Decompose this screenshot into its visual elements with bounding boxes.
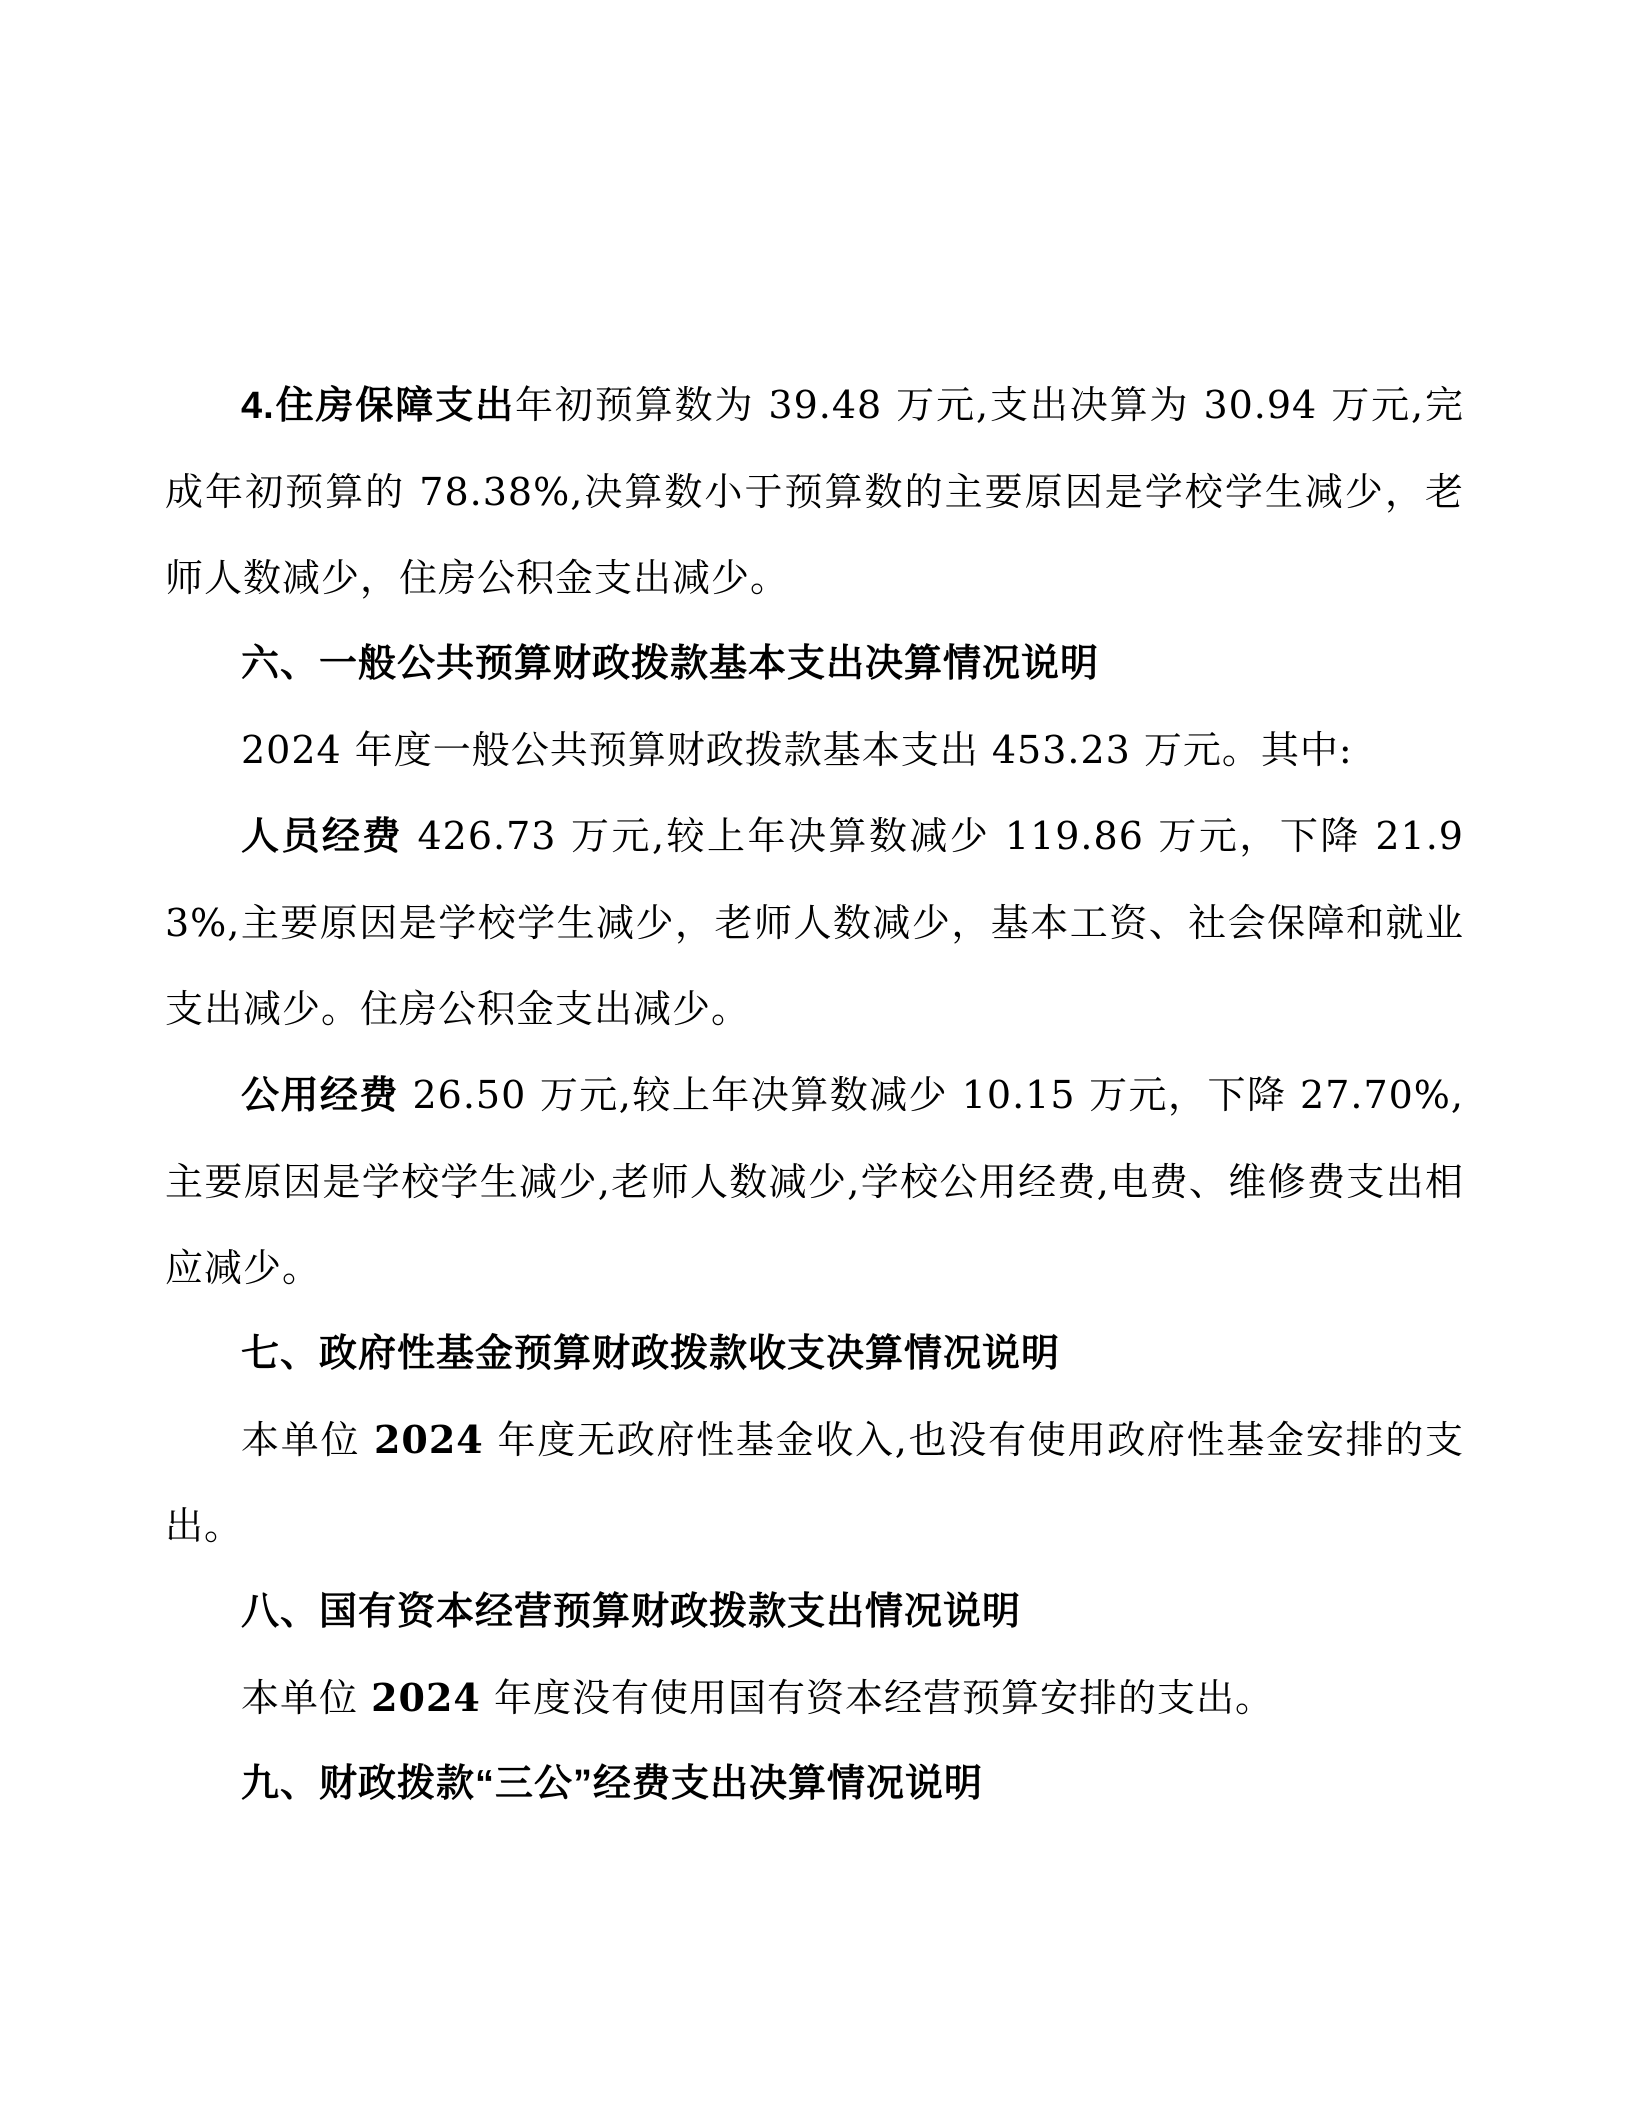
section-heading [165,1741,1464,1827]
text-run: 七、政府性基金预算财政拨款收支决算情况说明 [241,1333,1061,1375]
section-heading [165,1311,1464,1397]
paragraph [165,707,1464,793]
paragraph [165,362,1464,621]
emphasized-text-run: 2024 [373,1417,484,1462]
paragraph [165,793,1464,1052]
paragraph [165,1397,1464,1569]
emphasized-text-run: 2024 [371,1675,481,1720]
text-run: 本单位 [241,1676,372,1720]
text-run: 426.73 万元,较上年决算数减少 119.86 万元，下降 21.93%,主要原因是学校学生减少，老师人数减少，基本工资、社会保障和就业支出减少。住房公积金支出减少。 [165,814,1464,1031]
text-run: 年度无政府性基金收入,也没有使用政府性基金安排的支出。 [165,1418,1464,1548]
text-run: 年度没有使用国有资本经营预算安排的支出。 [480,1676,1274,1720]
text-run: 八、国有资本经营预算财政拨款支出情况说明 [241,1591,1022,1633]
paragraph [165,1052,1464,1311]
text-run: 九、财政拨款“三公”经费支出决算情况说明 [241,1763,984,1805]
emphasized-text-run: 4.住房保障支出 [241,385,516,427]
text-run: 六、一般公共预算财政拨款基本支出决算情况说明 [241,643,1100,685]
text-run: 本单位 [241,1418,374,1462]
paragraph [165,1655,1464,1741]
emphasized-text-run: 公用经费 [241,1075,399,1117]
section-heading [165,1569,1464,1655]
document-body [165,362,1464,1827]
section-heading [165,621,1464,707]
emphasized-text-run: 人员经费 [241,816,403,858]
text-run: 26.50 万元,较上年决算数减少 10.15 万元，下降 27.70%,主要原因是学校学生减少,老师人数减少,学校公用经费,电费、维修费支出相应减少。 [165,1073,1464,1290]
text-run: 年初预算数为 39.48 万元,支出决算为 30.94 万元,完成年初预算的 78.38%,决算数小于预算数的主要原因是学校学生减少，老师人数减少，住房公积金支出减少。 [165,383,1464,600]
text-run: 2024 年度一般公共预算财政拨款基本支出 453.23 万元。其中: [241,728,1353,772]
